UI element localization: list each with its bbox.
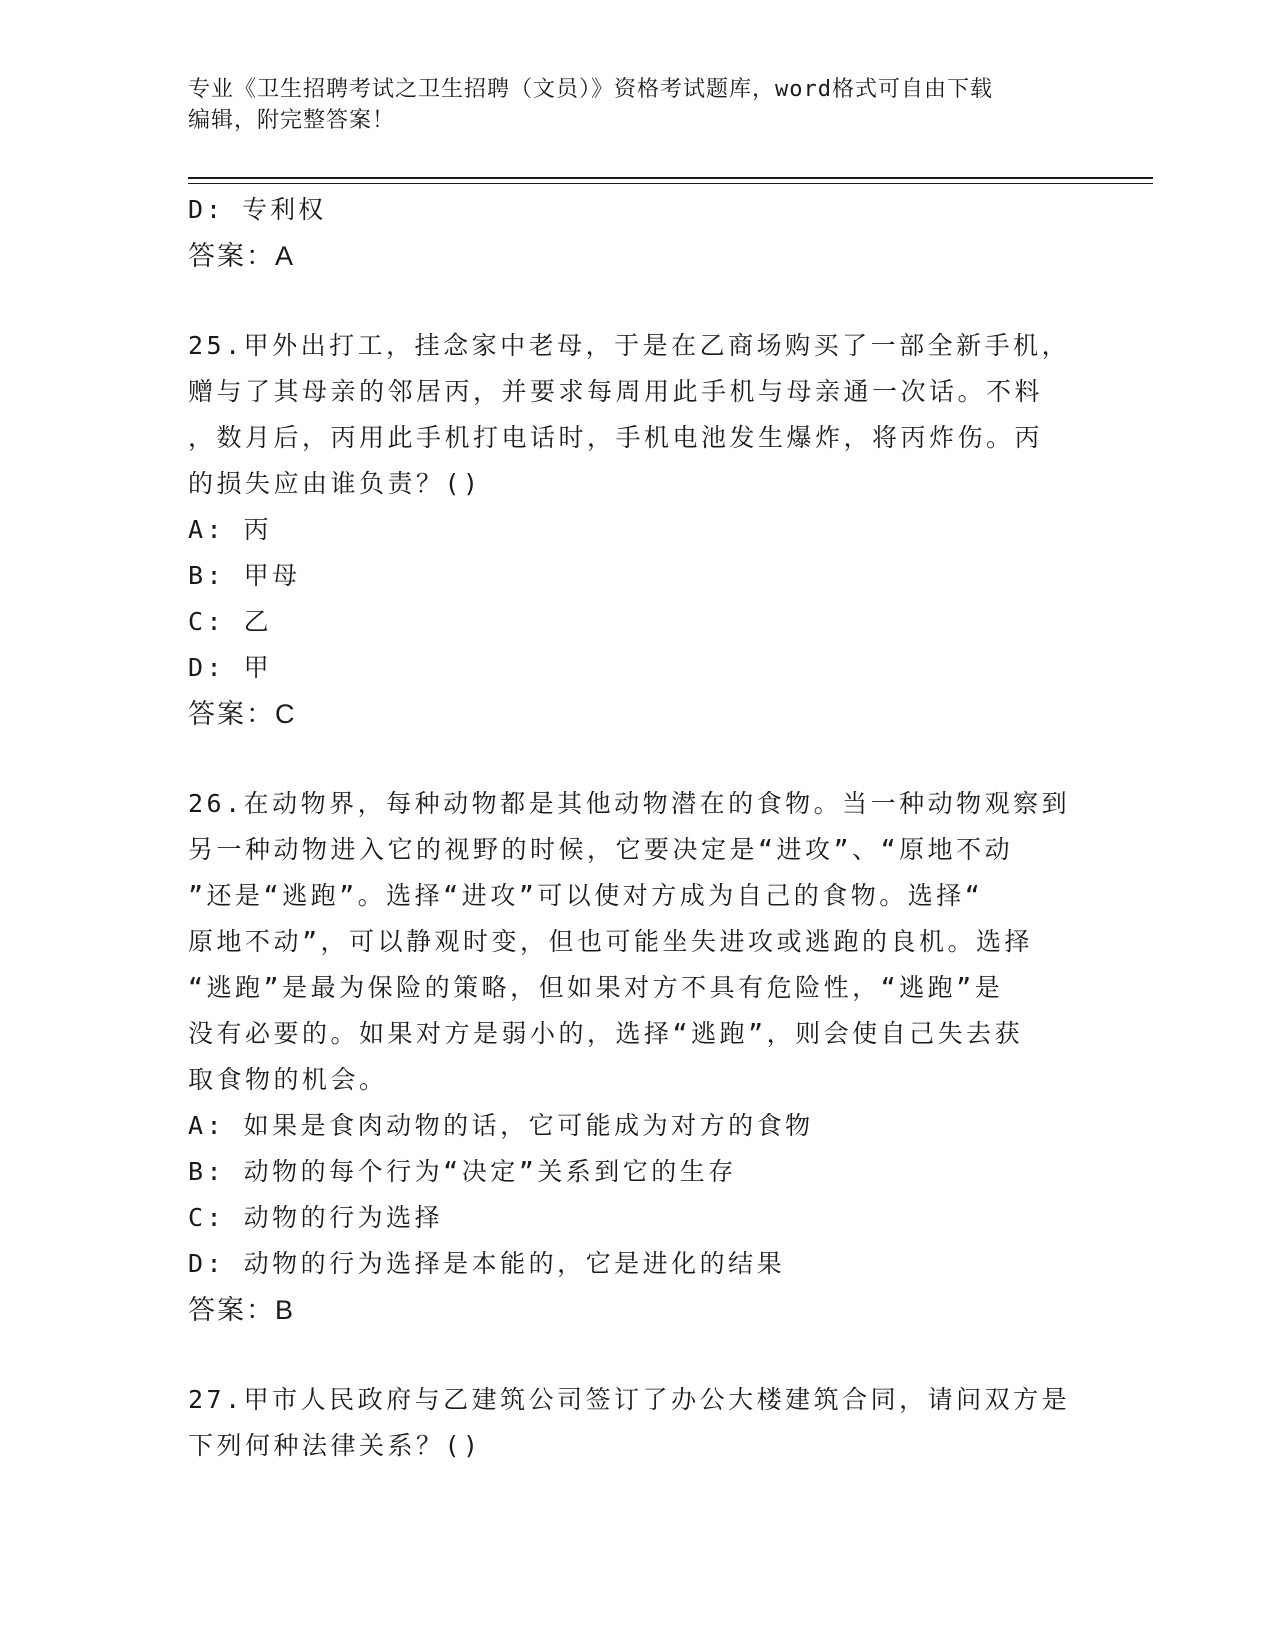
question-text-line: ，数月后，丙用此手机打电话时，手机电池发生爆炸，将丙炸伤。丙 xyxy=(188,423,1044,452)
option-d: D: 甲 xyxy=(188,653,273,682)
question-text-line: 27.甲市人民政府与乙建筑公司签订了办公大楼建筑合同，请问双方是 xyxy=(188,1385,1071,1414)
header-line-1: 专业《卫生招聘考试之卫生招聘（文员）》资格考试题库，word格式可自由下载 xyxy=(188,77,993,102)
option-b: B: 甲母 xyxy=(188,561,301,590)
option-d: D: 动物的行为选择是本能的，它是进化的结果 xyxy=(188,1249,786,1278)
page-header xyxy=(188,74,1068,136)
spacer xyxy=(188,737,1088,781)
question-text-line: 下列何种法律关系？() xyxy=(188,1431,482,1460)
question-text-line: 26.在动物界，每种动物都是其他动物潜在的食物。当一种动物观察到 xyxy=(188,789,1071,818)
option-c: C: 乙 xyxy=(188,607,273,636)
option-b: B: 动物的每个行为“决定”关系到它的生存 xyxy=(188,1157,737,1186)
option-a: A: 如果是食肉动物的话，它可能成为对方的食物 xyxy=(188,1111,814,1140)
question-text-line: 取食物的机会。 xyxy=(188,1065,388,1094)
header-line-2: 编辑，附完整答案！ xyxy=(188,108,396,133)
answer-line: 答案：C xyxy=(188,699,297,729)
question-text-line: 原地不动”，可以静观时变，但也可能坐失进攻或逃跑的良机。选择 xyxy=(188,927,1034,956)
question-text-line: 没有必要的。如果对方是弱小的，选择“逃跑”，则会使自己失去获 xyxy=(188,1019,1024,1048)
question-text-line: 的损失应由谁负责？() xyxy=(188,469,482,498)
answer-line: 答案：A xyxy=(188,241,296,271)
question-content xyxy=(188,187,1088,1469)
question-text-line: “逃跑”是最为保险的策略，但如果对方不具有危险性，“逃跑”是 xyxy=(188,973,1004,1002)
question-text-line: ”还是“逃跑”。选择“进攻”可以使对方成为自己的食物。选择“ xyxy=(188,881,984,910)
option-d: D: 专利权 xyxy=(188,195,327,224)
option-c: C: 动物的行为选择 xyxy=(188,1203,444,1232)
option-a: A: 丙 xyxy=(188,515,273,544)
question-25 xyxy=(188,323,1088,737)
spacer xyxy=(188,1333,1088,1377)
header-divider-thin xyxy=(188,183,1153,184)
question-24-tail xyxy=(188,187,1088,279)
question-27 xyxy=(188,1377,1088,1469)
answer-line: 答案：B xyxy=(188,1295,296,1325)
header-divider-thick xyxy=(188,177,1153,179)
question-26 xyxy=(188,781,1088,1333)
question-text-line: 赠与了其母亲的邻居丙，并要求每周用此手机与母亲通一次话。不料 xyxy=(188,377,1044,406)
spacer xyxy=(188,279,1088,323)
question-text-line: 另一种动物进入它的视野的时候，它要决定是“进攻”、“原地不动 xyxy=(188,835,1014,864)
question-text-line: 25.甲外出打工，挂念家中老母，于是在乙商场购买了一部全新手机， xyxy=(188,331,1071,360)
